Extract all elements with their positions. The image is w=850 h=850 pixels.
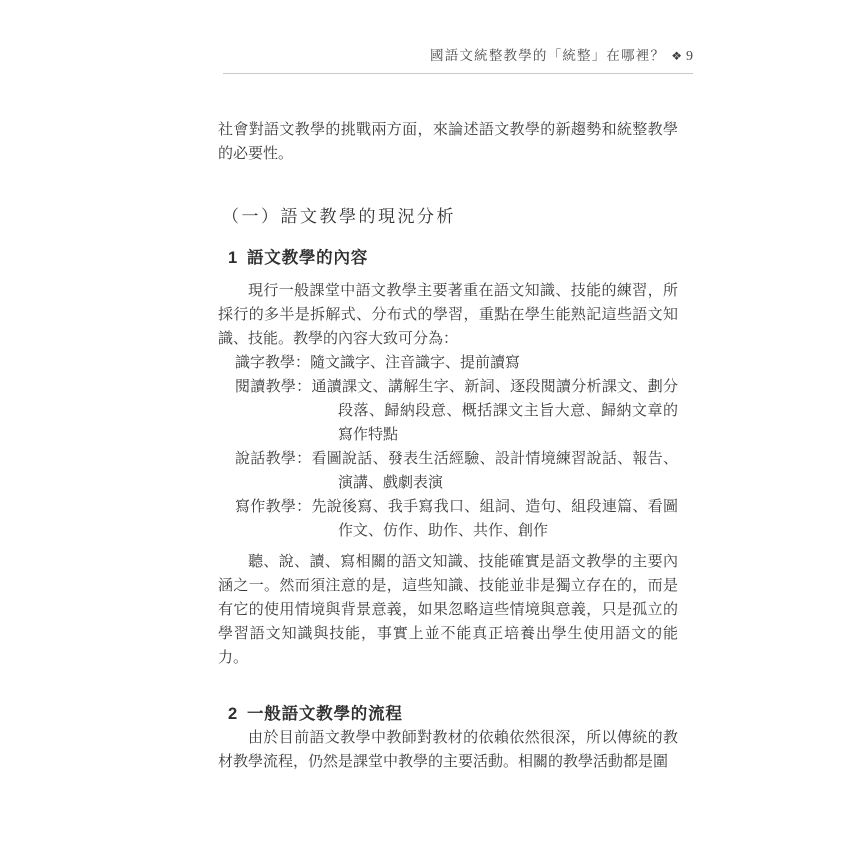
list-item-literacy — [218, 351, 678, 375]
subsection-1-heading — [228, 246, 678, 270]
teaching-content-list — [218, 351, 678, 543]
lead-paragraph-1: 現行一般課堂中語文教學主要著重在語文知識、技能的練習，所採行的多半是拆解式、分布式的學習，重點在學生能熟記這些語文知識、技能。教學的內容大致可分為： — [218, 283, 678, 347]
subsection-2-heading — [228, 702, 678, 726]
diamond-ornament-icon: ❖ — [671, 49, 682, 63]
list-item-label: 閱讀教學： — [235, 379, 312, 395]
list-item-text: 先說後寫、我手寫我口、組詞、造句、組段連篇、看圖作文、仿作、助作、共作、創作 — [311, 499, 678, 539]
list-item-text: 看圖說話、發表生活經驗、設計情境練習說話、報告、演講、戲劇表演 — [311, 451, 678, 491]
subsection-1-number: 1 — [228, 249, 238, 267]
list-item-writing — [218, 495, 678, 543]
section-heading: （一）語文教學的現況分析 — [222, 207, 456, 226]
list-item-speaking — [218, 447, 678, 495]
intro-paragraph: 社會對語文教學的挑戰兩方面，來論述語文教學的新趨勢和統整教學的必要性。 — [218, 122, 678, 162]
subsection-2-number: 2 — [228, 705, 238, 723]
list-item-text: 隨文識字、注音識字、提前讀寫 — [310, 355, 521, 371]
list-item-reading — [218, 375, 678, 447]
list-item-text: 通讀課文、講解生字、新詞、逐段閱讀分析課文、劃分段落、歸納段意、概括課文主旨大意、歸納文章的寫作特點 — [311, 379, 678, 443]
subsection-2-title: 一般語文教學的流程 — [246, 705, 403, 723]
closing-paragraph: 聽、說、讀、寫相關的語文知識、技能確實是語文教學的主要內涵之一。然而須注意的是，這些知識、技能並非是獨立存在的，而是有它的使用情境與背景意義，如果忽略這些情境與意義，只是孤立的學習語文知識與技能，事實上並不能真正培養出學生使用語文的能力。 — [218, 554, 678, 666]
list-item-label: 寫作教學： — [235, 499, 312, 515]
text-column — [218, 118, 678, 774]
lead-paragraph-2: 由於目前語文教學中教師對教材的依賴依然很深，所以傳統的教材教學流程，仍然是課堂中教學的主要活動。相關的教學活動都是圍 — [218, 730, 678, 770]
running-head — [223, 47, 693, 74]
page-number: 9 — [686, 49, 693, 64]
running-head-title: 國語文統整教學的「統整」在哪裡？ — [430, 48, 666, 63]
list-item-label: 說話教學： — [235, 451, 312, 467]
list-item-label: 識字教學： — [235, 355, 311, 371]
subsection-1-title: 語文教學的內容 — [246, 249, 369, 267]
